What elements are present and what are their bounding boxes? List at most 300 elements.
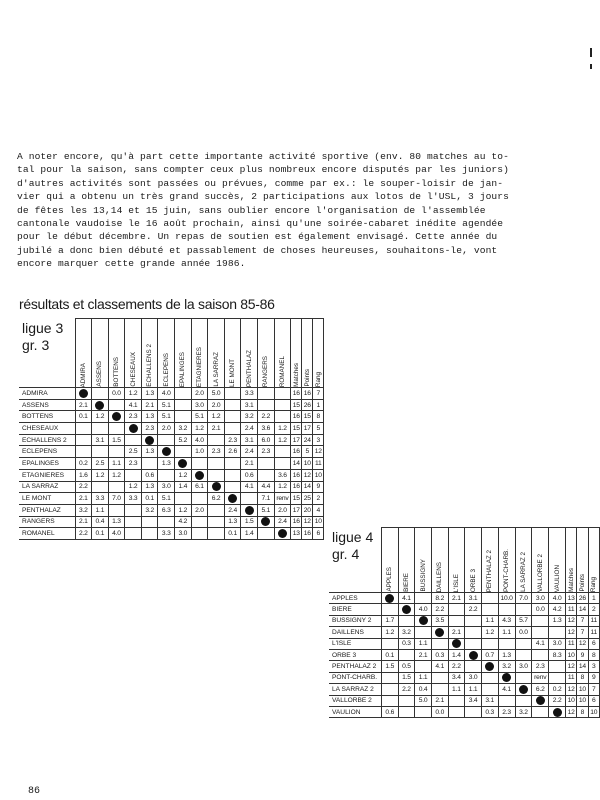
score-cell: 2.2 <box>75 528 92 540</box>
score-cell: 1.3 <box>141 481 158 493</box>
score-cell: 0.0 <box>108 388 125 400</box>
score-cell: 0.0 <box>515 627 532 638</box>
score-cell <box>175 388 192 400</box>
self-match-dot-icon <box>175 458 192 470</box>
score-cell: 4.1 <box>241 481 258 493</box>
score-cell: 3.2 <box>398 627 415 638</box>
ligue4-label-line2: gr. 4 <box>332 545 360 562</box>
filled-circle-icon <box>452 639 461 648</box>
score-cell: 0.4 <box>92 516 109 528</box>
score-cell <box>191 493 208 505</box>
stat-column-header <box>588 528 599 593</box>
score-cell: 2.1 <box>75 516 92 528</box>
score-cell: 5.1 <box>191 411 208 423</box>
score-cell <box>465 615 482 626</box>
table-row <box>19 423 324 435</box>
score-cell <box>465 627 482 638</box>
column-header <box>532 528 549 593</box>
table-row <box>329 684 600 695</box>
score-cell: 2.4 <box>274 516 291 528</box>
stat-cell: 13 <box>565 593 576 604</box>
score-cell: 4.1 <box>532 638 549 649</box>
table-row <box>329 638 600 649</box>
column-header <box>431 528 448 593</box>
stat-column-header <box>291 319 302 388</box>
team-name: VALLORBE 2 <box>329 695 381 706</box>
score-cell <box>224 388 241 400</box>
stat-cell: 10 <box>565 695 576 706</box>
score-cell: 5.0 <box>208 388 225 400</box>
score-cell: 1.1 <box>92 504 109 516</box>
column-header-label: ORBE 3 <box>469 568 477 592</box>
score-cell: 3.3 <box>241 388 258 400</box>
score-cell: 2.3 <box>532 661 549 672</box>
column-header <box>274 319 291 388</box>
self-match-dot-icon <box>448 638 465 649</box>
score-cell <box>481 593 498 604</box>
score-cell <box>158 434 175 446</box>
column-header <box>191 319 208 388</box>
score-cell <box>274 399 291 411</box>
stat-cell: 3 <box>588 661 599 672</box>
column-header-label: BOTTENS <box>112 357 120 387</box>
score-cell: 1.3 <box>224 516 241 528</box>
score-cell: 3.0 <box>191 399 208 411</box>
score-cell: 4.2 <box>175 516 192 528</box>
stat-cell: 11 <box>313 458 324 470</box>
score-cell <box>448 695 465 706</box>
table-row <box>19 481 324 493</box>
stat-cell: 8 <box>588 649 599 660</box>
score-cell: 3.0 <box>175 528 192 540</box>
column-header <box>108 319 125 388</box>
score-cell: 1.3 <box>158 458 175 470</box>
column-header <box>92 319 109 388</box>
score-cell: 2.1 <box>241 458 258 470</box>
team-name: LA SARRAZ 2 <box>329 684 381 695</box>
stat-cell: 11 <box>588 627 599 638</box>
stat-cell: 12 <box>302 469 313 481</box>
team-name: PENTHALAZ <box>19 504 75 516</box>
table-row <box>19 434 324 446</box>
score-cell: 3.4 <box>465 695 482 706</box>
score-cell <box>515 638 532 649</box>
stat-cell: 10 <box>313 516 324 528</box>
score-cell: 2.1 <box>448 593 465 604</box>
team-name: BIERE <box>329 604 381 615</box>
stat-cell: 12 <box>302 516 313 528</box>
team-name: ETAGNIERES <box>19 469 75 481</box>
stat-cell: 26 <box>577 593 588 604</box>
stat-column-header <box>302 319 313 388</box>
stat-cell: 14 <box>577 604 588 615</box>
score-cell: 2.2 <box>448 661 465 672</box>
table-row <box>329 706 600 717</box>
stat-cell: 12 <box>565 615 576 626</box>
score-cell <box>465 706 482 717</box>
filled-circle-icon <box>485 662 494 671</box>
score-cell: 1.2 <box>274 481 291 493</box>
team-name: L'ISLE <box>329 638 381 649</box>
stat-cell: 16 <box>291 516 302 528</box>
table-row <box>19 469 324 481</box>
table-row <box>329 593 600 604</box>
score-cell: 2.1 <box>208 423 225 435</box>
column-header-label: CHESEAUX <box>129 352 137 387</box>
stat-cell: 15 <box>291 493 302 505</box>
score-cell: 1.2 <box>274 434 291 446</box>
score-cell: 6.1 <box>191 481 208 493</box>
score-cell: 1.1 <box>498 627 515 638</box>
score-cell: 2.3 <box>224 434 241 446</box>
score-cell <box>258 388 275 400</box>
stat-cell: 16 <box>291 411 302 423</box>
score-cell: 0.4 <box>415 684 432 695</box>
self-match-dot-icon <box>549 706 566 717</box>
score-cell <box>481 684 498 695</box>
score-cell: 1.1 <box>481 615 498 626</box>
score-cell <box>549 661 566 672</box>
column-header-label: LE MONT <box>229 359 237 387</box>
score-cell: 2.3 <box>498 706 515 717</box>
filled-circle-icon <box>178 459 187 468</box>
column-header <box>208 319 225 388</box>
ligue4-label-line1: ligue 4 <box>332 528 374 545</box>
score-cell <box>532 706 549 717</box>
score-cell <box>481 672 498 683</box>
score-cell: 6.3 <box>158 504 175 516</box>
table-row <box>19 399 324 411</box>
stat-cell: 14 <box>302 481 313 493</box>
score-cell <box>141 528 158 540</box>
column-header-label: BIERE <box>402 573 410 592</box>
table-row <box>19 458 324 470</box>
self-match-dot-icon <box>92 399 109 411</box>
score-cell: 2.3 <box>125 411 142 423</box>
score-cell: 4.0 <box>108 528 125 540</box>
score-cell: 2.3 <box>258 446 275 458</box>
filled-circle-icon <box>228 494 237 503</box>
score-cell: 1.2 <box>125 481 142 493</box>
score-cell: 4.3 <box>498 615 515 626</box>
team-name: EPALINGES <box>19 458 75 470</box>
stat-cell: 12 <box>577 638 588 649</box>
score-cell: 1.2 <box>92 469 109 481</box>
score-cell <box>415 706 432 717</box>
score-cell: 1.2 <box>191 423 208 435</box>
intro-line: cantonale vaudoise le 16 août prochain, ainsi qu'une soirée-cabaret inédite agendée <box>17 218 504 230</box>
score-cell <box>208 516 225 528</box>
score-cell <box>258 469 275 481</box>
score-cell <box>175 411 192 423</box>
filled-circle-icon <box>435 628 444 637</box>
table-row <box>19 388 324 400</box>
score-cell: 5.1 <box>158 399 175 411</box>
table-row <box>19 411 324 423</box>
score-cell <box>75 446 92 458</box>
stat-cell: 16 <box>302 528 313 540</box>
stat-column-header-label: Matches <box>292 363 300 387</box>
margin-mark <box>590 48 592 57</box>
column-header <box>175 319 192 388</box>
stat-cell: 11 <box>565 638 576 649</box>
score-cell: 1.2 <box>125 388 142 400</box>
score-cell: 1.2 <box>481 627 498 638</box>
score-cell: 1.3 <box>549 615 566 626</box>
team-name: ORBE 3 <box>329 649 381 660</box>
column-header-label: ECHALLENS 2 <box>146 344 154 387</box>
team-name: BUSSIGNY 2 <box>329 615 381 626</box>
score-cell <box>224 411 241 423</box>
stat-column-header-label: Rang <box>590 576 598 592</box>
column-header <box>141 319 158 388</box>
score-cell: 3.1 <box>465 593 482 604</box>
score-cell <box>75 434 92 446</box>
score-cell: 1.2 <box>274 423 291 435</box>
filled-circle-icon <box>553 708 562 717</box>
ligue3-results-table <box>19 318 324 540</box>
score-cell <box>274 411 291 423</box>
filled-circle-icon <box>261 517 270 526</box>
score-cell <box>125 434 142 446</box>
score-cell <box>175 446 192 458</box>
score-cell: 0.3 <box>398 638 415 649</box>
score-cell: 3.0 <box>532 593 549 604</box>
stat-cell: 3 <box>313 434 324 446</box>
score-cell: 3.6 <box>258 423 275 435</box>
stat-cell: 11 <box>588 615 599 626</box>
team-name: LA SARRAZ <box>19 481 75 493</box>
score-cell: renv <box>532 672 549 683</box>
column-header <box>498 528 515 593</box>
stat-cell: 16 <box>302 388 313 400</box>
team-name: CHESEAUX <box>19 423 75 435</box>
score-cell <box>274 388 291 400</box>
score-cell: 0.6 <box>241 469 258 481</box>
column-header-label: APPLES <box>386 567 394 592</box>
score-cell <box>258 399 275 411</box>
score-cell <box>208 504 225 516</box>
score-cell: 0.5 <box>398 661 415 672</box>
filled-circle-icon <box>212 482 221 491</box>
score-cell: 4.0 <box>191 434 208 446</box>
filled-circle-icon <box>162 447 171 456</box>
score-cell <box>381 695 398 706</box>
score-cell <box>398 615 415 626</box>
score-cell: 6.2 <box>208 493 225 505</box>
score-cell <box>549 672 566 683</box>
score-cell <box>398 695 415 706</box>
score-cell: 5.1 <box>158 411 175 423</box>
ligue3-label-line1: ligue 3 <box>22 319 64 336</box>
stat-cell: 4 <box>313 504 324 516</box>
stat-cell: 12 <box>565 706 576 717</box>
stat-cell: 6 <box>588 695 599 706</box>
score-cell: 0.6 <box>141 469 158 481</box>
stat-column-header-label: Matches <box>567 568 575 592</box>
stat-cell: 11 <box>565 672 576 683</box>
stat-cell: 16 <box>291 469 302 481</box>
stat-cell: 7 <box>577 627 588 638</box>
score-cell <box>208 458 225 470</box>
score-cell: 0.7 <box>481 649 498 660</box>
filled-circle-icon <box>195 471 204 480</box>
team-name: VAULION <box>329 706 381 717</box>
stat-cell: 7 <box>313 388 324 400</box>
self-match-dot-icon <box>498 672 515 683</box>
stat-cell: 11 <box>565 604 576 615</box>
score-cell: 7.1 <box>258 493 275 505</box>
score-cell: 2.3 <box>125 458 142 470</box>
score-cell <box>92 446 109 458</box>
score-cell <box>125 516 142 528</box>
stat-cell: 1 <box>588 593 599 604</box>
filled-circle-icon <box>112 412 121 421</box>
column-header-label: PENTHALAZ <box>245 349 253 387</box>
score-cell: 1.4 <box>175 481 192 493</box>
score-cell: 3.2 <box>141 504 158 516</box>
stat-cell: 12 <box>565 684 576 695</box>
score-cell <box>481 638 498 649</box>
score-cell: 1.1 <box>415 672 432 683</box>
stat-column-header-label: Rang <box>314 371 322 387</box>
score-cell: 1.5 <box>241 516 258 528</box>
stat-cell: 7 <box>588 684 599 695</box>
score-cell <box>274 446 291 458</box>
score-cell <box>224 423 241 435</box>
page-number: 86 <box>28 786 41 797</box>
score-cell: 2.1 <box>448 627 465 638</box>
stat-cell: 9 <box>313 481 324 493</box>
column-header-label: ASSENS <box>96 361 104 387</box>
score-cell: 2.1 <box>75 399 92 411</box>
self-match-dot-icon <box>125 423 142 435</box>
score-cell: 3.0 <box>158 481 175 493</box>
stat-cell: 14 <box>577 661 588 672</box>
score-cell: 5.2 <box>175 434 192 446</box>
score-cell: 4.1 <box>125 399 142 411</box>
score-cell: 1.2 <box>381 627 398 638</box>
stat-cell: 15 <box>291 399 302 411</box>
score-cell: 2.1 <box>431 695 448 706</box>
column-header <box>465 528 482 593</box>
column-header <box>381 528 398 593</box>
score-cell <box>158 516 175 528</box>
score-cell <box>208 469 225 481</box>
stat-cell: 10 <box>302 458 313 470</box>
score-cell <box>515 695 532 706</box>
score-cell: 1.2 <box>175 504 192 516</box>
self-match-dot-icon <box>158 446 175 458</box>
table-row <box>329 695 600 706</box>
stat-cell: 10 <box>565 649 576 660</box>
team-name: ROMANEL <box>19 528 75 540</box>
score-cell: 7.0 <box>515 593 532 604</box>
team-name: APPLES <box>329 593 381 604</box>
score-cell: 0.1 <box>92 528 109 540</box>
score-cell: 2.0 <box>274 504 291 516</box>
column-header-label: LA SARRAZ <box>212 352 220 387</box>
stat-cell: 24 <box>302 434 313 446</box>
intro-line: d'autres activités sont passées ou prévues, comme par ex.: le souper-loisir de jan- <box>17 177 504 189</box>
table-row <box>19 493 324 505</box>
score-cell <box>381 684 398 695</box>
self-match-dot-icon <box>431 627 448 638</box>
filled-circle-icon <box>469 651 478 660</box>
stat-cell: 9 <box>577 649 588 660</box>
self-match-dot-icon <box>481 661 498 672</box>
score-cell <box>175 493 192 505</box>
score-cell <box>448 706 465 717</box>
score-cell: 3.2 <box>498 661 515 672</box>
score-cell: 2.1 <box>141 399 158 411</box>
column-header-label: DAILLENS <box>436 561 444 592</box>
score-cell <box>398 706 415 717</box>
stat-cell: 6 <box>313 528 324 540</box>
score-cell <box>515 672 532 683</box>
score-cell: 2.0 <box>191 388 208 400</box>
score-cell: 0.1 <box>224 528 241 540</box>
team-name: BOTTENS <box>19 411 75 423</box>
score-cell: 5.0 <box>415 695 432 706</box>
column-header <box>398 528 415 593</box>
score-cell: 2.0 <box>208 399 225 411</box>
score-cell: 2.1 <box>75 493 92 505</box>
stat-cell: 5 <box>302 446 313 458</box>
score-cell: 0.3 <box>431 649 448 660</box>
score-cell: 0.1 <box>381 649 398 660</box>
score-cell <box>258 458 275 470</box>
column-header <box>515 528 532 593</box>
stat-cell: 16 <box>291 446 302 458</box>
stat-cell: 25 <box>302 493 313 505</box>
filled-circle-icon <box>536 696 545 705</box>
stat-cell: 10 <box>313 469 324 481</box>
stat-cell: 17 <box>291 504 302 516</box>
score-cell: 2.3 <box>141 423 158 435</box>
score-cell <box>515 649 532 660</box>
ligue3-label-line2: gr. 3 <box>22 336 50 353</box>
stat-column-header <box>565 528 576 593</box>
stat-cell: 16 <box>291 388 302 400</box>
score-cell: 2.2 <box>258 411 275 423</box>
score-cell: 3.2 <box>241 411 258 423</box>
score-cell <box>125 504 142 516</box>
team-name: RANGERS <box>19 516 75 528</box>
score-cell <box>498 695 515 706</box>
stat-cell: 12 <box>565 661 576 672</box>
team-name: PENTHALAZ 2 <box>329 661 381 672</box>
score-cell: 6.2 <box>532 684 549 695</box>
team-name: PONT-CHARB. <box>329 672 381 683</box>
score-cell: 4.0 <box>415 604 432 615</box>
self-match-dot-icon <box>274 528 291 540</box>
ligue3-group-label <box>19 319 75 388</box>
score-cell: 4.0 <box>549 593 566 604</box>
score-cell <box>448 604 465 615</box>
score-cell <box>415 627 432 638</box>
score-cell: 10.0 <box>498 593 515 604</box>
score-cell: 4.1 <box>431 661 448 672</box>
score-cell: 3.1 <box>241 399 258 411</box>
stat-cell: 26 <box>302 399 313 411</box>
score-cell <box>108 446 125 458</box>
score-cell: 0.2 <box>75 458 92 470</box>
score-cell: 3.3 <box>92 493 109 505</box>
score-cell: 1.3 <box>141 388 158 400</box>
score-cell: 2.3 <box>208 446 225 458</box>
filled-circle-icon <box>129 424 138 433</box>
